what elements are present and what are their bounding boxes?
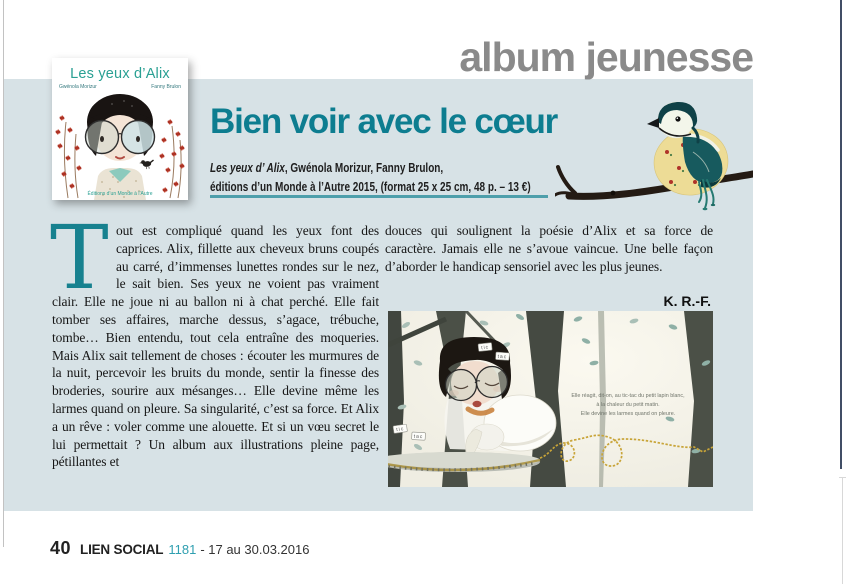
- bird-branch-illustration: [555, 90, 753, 215]
- drop-cap: T: [50, 206, 109, 309]
- page-right-border-tick: [839, 477, 846, 478]
- section-label: album jeunesse: [459, 34, 753, 80]
- tac-label: tac: [497, 353, 508, 361]
- body-text-left: out est compliqué quand les yeux font des caprices. Alix, fillette aux cheveux bruns coupés au carré, d’immenses lunettes rondes sur le nez, le sait bien. Ses yeux ne voient pas vraiment clair. Elle ne joue ni au ballon ni à chat perché. Elle fait tomber ses affaires, marche dessus, s’agace, trébuche, tombe… Bien entendu, tout cela entraîne des moqueries. Mais Alix sait tellement de choses : écouter les murmures de la nuit, percevoir les bruits du monde, sentir la finesse des broderies, sourire aux mésanges… Elle devine même les larmes quand on pleure. Sa singularité, c’est sa force. Et Alix a un rêve : voler comme une alouette. Et si un vœu secret le lui permettait ? Un album aux illustrations pleine page, pétillantes et: [52, 223, 379, 470]
- article-body-left-column: [50, 206, 379, 471]
- spread-caption-line-1: Elle réagit, dit-on, au tic-tac du petit lapin blanc,: [571, 393, 685, 399]
- book-cover: [52, 58, 188, 200]
- tic-label: tic: [395, 426, 405, 434]
- title-rule: [210, 195, 548, 198]
- page-right-border-lower: [842, 477, 843, 584]
- footer-issue-number: 1181: [168, 542, 197, 557]
- article-title: Bien voir avec le cœur: [210, 102, 558, 141]
- reference-book-title: Les yeux d’ Alix: [210, 161, 285, 175]
- footer-magazine-name: LIEN SOCIAL: [80, 542, 164, 557]
- spread-caption-line-2: à la chaleur du petit matin.: [596, 402, 660, 408]
- footer-issue-date: - 17 au 30.03.2016: [200, 542, 310, 557]
- reference-authors: , Gwénola Morizur, Fanny Brulon,: [284, 161, 444, 175]
- page-right-border: [840, 0, 842, 469]
- footer-page-number: 40: [50, 538, 72, 558]
- book-reference: [210, 159, 554, 197]
- tac-label: tac: [413, 433, 424, 441]
- cover-author-right: Fanny Brulon: [151, 84, 181, 90]
- spread-caption-line-3: Elle devine les larmes quand on pleure.: [580, 411, 676, 417]
- book-spread-illustration: [388, 311, 713, 487]
- article-body-right-column: [385, 222, 713, 275]
- cover-publisher: Éditions d’un Monde à l’Autre: [87, 191, 153, 197]
- cover-author-left: Gwénola Morizur: [59, 84, 97, 90]
- tic-label: tic: [480, 344, 490, 352]
- footer: [50, 538, 309, 559]
- cover-title: Les yeux d’Alix: [70, 66, 170, 82]
- body-paragraph-right: douces qui soulignent la poésie d’Alix et sa force de caractère. Jamais elle ne s’avoue vaincue. Une belle façon d’aborder le handicap sensoriel avec les plus jeunes.: [385, 223, 713, 274]
- cover-authors: [59, 84, 181, 90]
- page-left-border: [3, 0, 4, 547]
- reference-edition: éditions d’un Monde à l’Autre 2015, (format 25 x 25 cm, 48 p. – 13 €): [210, 180, 531, 194]
- body-paragraph-left: [50, 206, 379, 471]
- author-initials: K. R.-F.: [663, 293, 711, 309]
